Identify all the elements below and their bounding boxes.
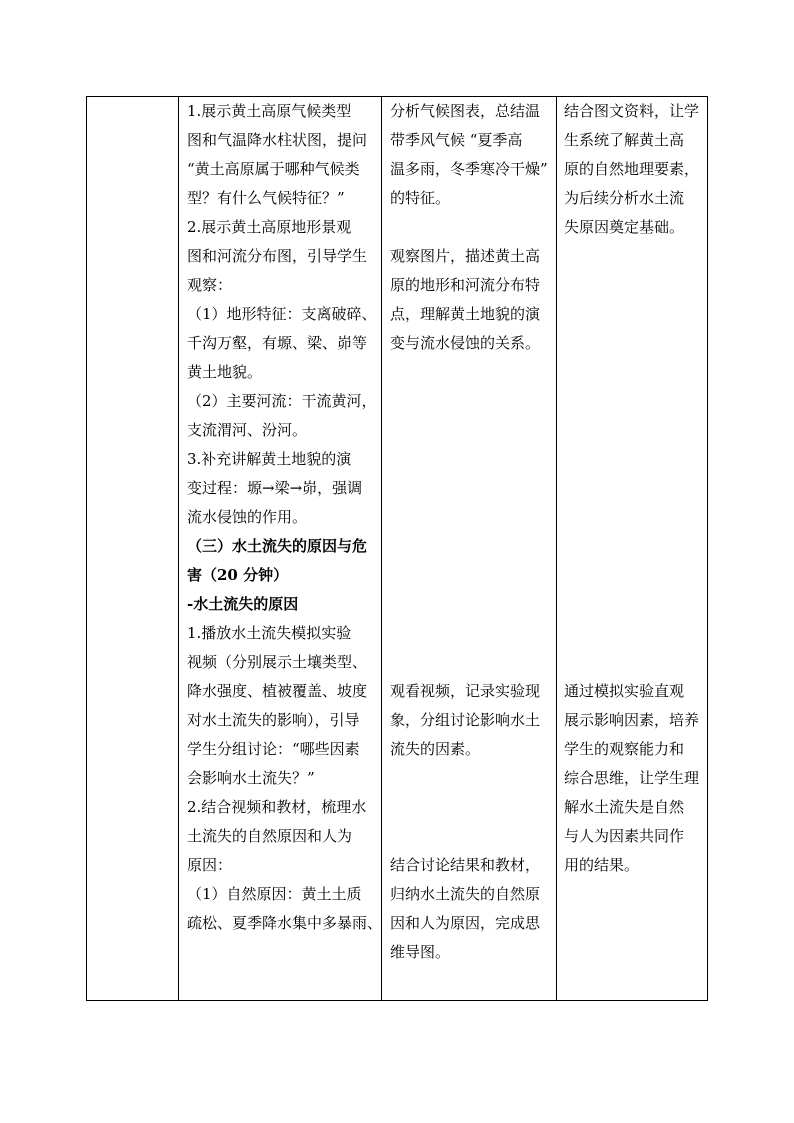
teacher-line: （1）地形特征：支离破碎、 [187,305,377,323]
teacher-line: （1）自然原因：黄土土质 [187,885,362,903]
teacher-line: 视频（分别展示土壤类型、 [187,653,368,671]
teacher-line: 变过程：塬→梁→峁，强调 [187,479,363,497]
teacher-line: 土流失的自然原因和人为 [187,827,353,845]
intent-line: 展示影响因素，培养 [564,711,700,729]
intent-line: 学生的观察能力和 [564,740,685,758]
lesson-plan-table [86,96,708,1001]
intent-line: 综合思维，让学生理 [564,769,700,787]
teacher-line: 2.结合视频和教材，梳理水 [187,798,367,816]
intent-line: 为后续分析水土流 [564,189,685,207]
student-line: 原的地形和河流分布特 [390,276,541,294]
student-line: 维导图。 [390,943,451,961]
intent-line: 原的自然地理要素， [564,160,700,178]
student-line: 流失的因素。 [390,740,481,758]
teacher-line: 对水土流失的影响），引导 [187,711,360,729]
intent-line: 解水土流失是自然 [564,798,685,816]
student-line: 观看视频，记录实验现 [390,682,541,700]
teacher-line: 图和气温降水柱状图，提问 [187,131,368,149]
teacher-line: 支流渭河、汾河。 [187,421,308,439]
subsection-heading: -水土流失的原因 [187,595,299,613]
teacher-line: 原因： [187,856,233,874]
intent-line: 结合图文资料，让学 [564,102,700,120]
intent-line: 生系统了解黄土高 [564,131,685,149]
intent-line: 用的结果。 [564,856,640,874]
student-line: 归纳水土流失的自然原 [390,885,541,903]
teacher-line: 观察： [187,276,233,294]
teacher-line: 黄土地貌。 [187,363,263,381]
teacher-line: 1.播放水土流失模拟实验 [187,624,352,642]
student-line: 带季风气候 “夏季高 [390,131,523,149]
teacher-line: 3.补充讲解黄土地貌的演 [187,450,352,468]
teacher-line: 流水侵蚀的作用。 [187,508,308,526]
student-line: 观察图片，描述黄土高 [390,247,541,265]
column-design-intent [557,97,707,1000]
teacher-line: 型？有什么气候特征？” [187,189,345,207]
student-line: 的特征。 [390,189,451,207]
student-line: 因和人为原因，完成思 [390,914,541,932]
teacher-line: 降水强度、植被覆盖、坡度 [187,682,368,700]
student-line: 变与流水侵蚀的关系。 [390,334,541,352]
column-teacher-activity [179,97,382,1000]
teacher-line: （2）主要河流：干流黄河， [187,392,377,410]
section-heading: 害（20 分钟） [187,566,289,584]
intent-line: 通过模拟实验直观 [564,682,685,700]
column-stage [87,97,179,1000]
section-heading: （三）水土流失的原因与危 [187,537,368,555]
teacher-line: 千沟万壑，有塬、梁、峁等 [187,334,368,352]
student-line: 点，理解黄土地貌的演 [390,305,541,323]
column-student-activity [382,97,557,1000]
teacher-line: 疏松、夏季降水集中多暴雨、 [187,914,383,932]
teacher-line: “黄土高原属于哪种气候类 [187,160,360,178]
teacher-line: 图和河流分布图，引导学生 [187,247,368,265]
teacher-line: 2.展示黄土高原地形景观 [187,218,352,236]
student-line: 结合讨论结果和教材， [390,856,541,874]
intent-line: 与人为因素共同作 [564,827,685,845]
teacher-line: 学生分组讨论：“哪些因素 [187,740,360,758]
student-line: 分析气候图表，总结温 [390,102,541,120]
student-line: 温多雨，冬季寒冷干燥” [390,160,548,178]
teacher-line: 会影响水土流失？” [187,769,315,787]
student-line: 象，分组讨论影响水土 [390,711,541,729]
teacher-line: 1.展示黄土高原气候类型 [187,102,352,120]
intent-line: 失原因奠定基础。 [564,218,685,236]
